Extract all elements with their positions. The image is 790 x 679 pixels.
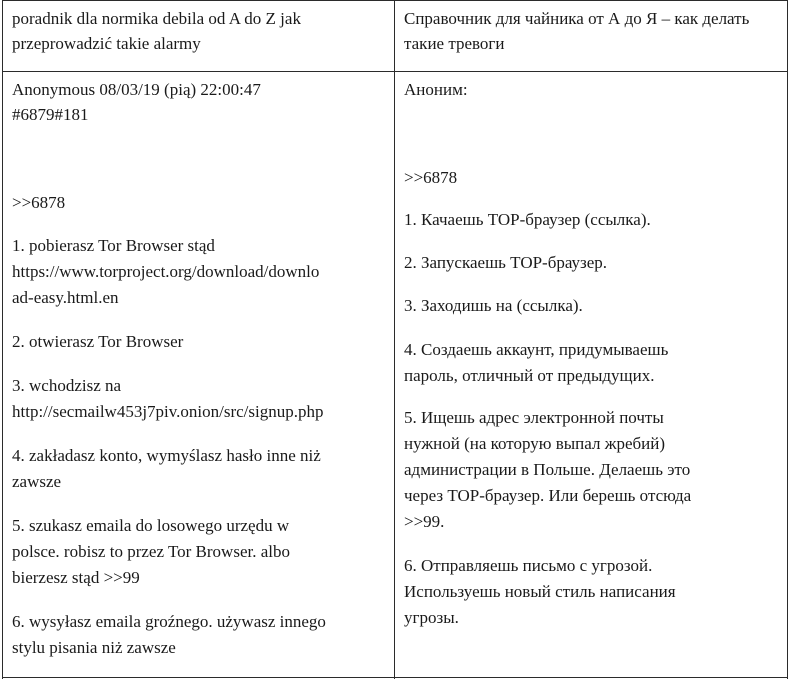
left-item5-line1: 5. szukasz emaila do losowego urzędu w	[12, 516, 290, 535]
right-item5-line3: администрации в Польше. Делаешь это	[404, 460, 691, 479]
left-item6-line1: 6. wysyłasz emaila groźnego. używasz innego	[12, 612, 326, 631]
left-item1-line2: https://www.torproject.org/download/downlo	[12, 262, 320, 281]
left-item1-line1: 1. pobierasz Tor Browser stąd	[12, 236, 215, 255]
table-border-right	[787, 0, 788, 679]
right-item5-line1: 5. Ищешь адрес электронной почты	[404, 408, 664, 427]
left-meta-line1: Anonymous 08/03/19 (pią) 22:00:47	[12, 80, 261, 99]
right-item1: 1. Качаешь ТОР-браузер (ссылка).	[404, 210, 651, 229]
row-divider-bottom	[2, 677, 788, 678]
left-item5-line2: polsce. robisz to przez Tor Browser. albo	[12, 542, 290, 561]
left-item1-line3: ad-easy.html.en	[12, 288, 119, 307]
header-right-text: Справочник для чайника от А до Я – как делать такие тревоги	[404, 9, 750, 53]
right-item4-line1: 4. Создаешь аккаунт, придумываешь	[404, 340, 669, 359]
left-item3-line2: http://secmailw453j7piv.onion/src/signup.php	[12, 402, 324, 421]
right-item4-line2: пароль, отличный от предыдущих.	[404, 366, 655, 385]
left-item2: 2. otwierasz Tor Browser	[12, 332, 184, 351]
right-meta: Аноним:	[404, 80, 468, 99]
left-meta-line2: #6879#181	[12, 105, 89, 124]
table-border-top	[2, 0, 788, 1]
column-divider	[394, 0, 395, 679]
left-item4-line1: 4. zakładasz konto, wymyślasz hasło inne niż	[12, 446, 321, 465]
left-item3-line1: 3. wchodzisz na	[12, 376, 122, 395]
right-item6-line1: 6. Отправляешь письмо с угрозой.	[404, 556, 653, 575]
left-item5-line3: bierzesz stąd >>99	[12, 568, 140, 587]
right-ref: >>6878	[404, 168, 458, 187]
right-item5-line4: через ТОР-браузер. Или берешь отсюда	[404, 486, 692, 505]
right-item5-line2: нужной (на которую выпал жребий)	[404, 434, 665, 453]
table-border-left	[2, 0, 3, 679]
right-item3: 3. Заходишь на (ссылка).	[404, 296, 583, 315]
right-item2: 2. Запускаешь ТОР-браузер.	[404, 253, 608, 272]
right-item5-line5: >>99.	[404, 512, 445, 531]
header-left-text: poradnik dla normika debila od A do Z jak przeprowadzić takie alarmy	[12, 9, 301, 53]
row-divider	[2, 71, 788, 72]
right-item6-line2: Используешь новый стиль написания	[404, 582, 676, 601]
right-item6-line3: угрозы.	[404, 608, 459, 627]
left-item6-line2: stylu pisania niż zawsze	[12, 638, 176, 657]
left-item4-line2: zawsze	[12, 472, 62, 491]
left-ref: >>6878	[12, 193, 66, 212]
